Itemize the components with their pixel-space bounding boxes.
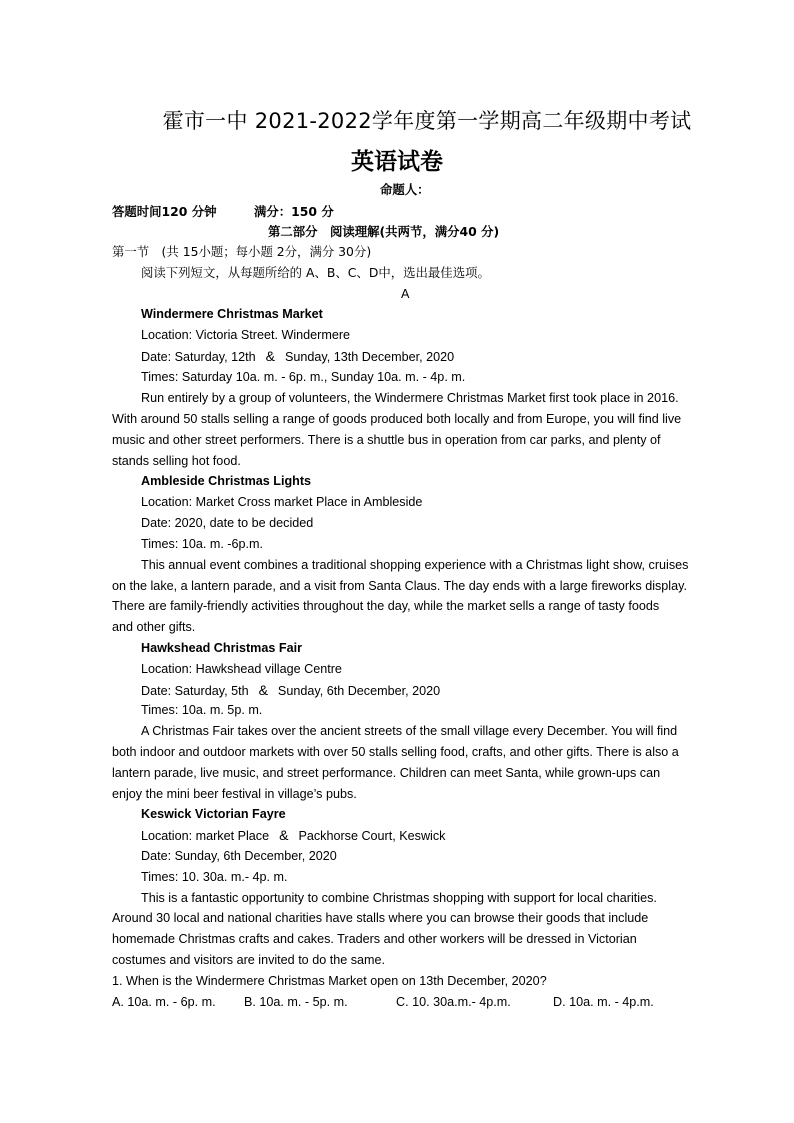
event-title: Keswick Victorian Fayre	[141, 807, 286, 821]
event-date-start: Date: Saturday, 5th	[141, 684, 249, 698]
setter-label: 命题人：	[380, 182, 430, 197]
full-score: 满分：150 分	[254, 204, 334, 219]
ampersand: &	[265, 348, 275, 364]
event-times: Times: 10a. m. -6p.m.	[141, 537, 264, 551]
exam-time: 答题时间120 分钟	[112, 204, 217, 219]
paragraph-line: There are family-friendly activities throughout the day, while the market sells a range of tasty foods	[112, 599, 660, 613]
event-location: Location: Victoria Street. Windermere	[141, 328, 351, 342]
event-title: Windermere Christmas Market	[141, 307, 323, 321]
paragraph-line: on the lake, a lantern parade, and a visit from Santa Claus. The day ends with a large fireworks display.	[112, 579, 687, 593]
paragraph-line: With around 50 stalls selling a range of goods produced both locally and from Europe, you will find live	[112, 412, 682, 426]
paragraph-line: This annual event combines a traditional shopping experience with a Christmas light show, cruises	[141, 558, 689, 572]
paragraph-line: music and other street performers. There is a shuttle bus in operation from car parks, and plenty of	[112, 433, 661, 447]
event-title: Hawkshead Christmas Fair	[141, 641, 302, 655]
event-location: Location: Hawkshead village Centre	[141, 662, 342, 676]
paragraph-line: costumes and visitors are invited to do the same.	[112, 953, 385, 967]
question-stem: 1. When is the Windermere Christmas Market open on 13th December, 2020?	[112, 974, 547, 988]
ampersand: &	[279, 827, 289, 843]
option-b: B. 10a. m. - 5p. m.	[244, 995, 348, 1009]
option-d: D. 10a. m. - 4p.m.	[553, 995, 654, 1009]
event-location	[141, 826, 445, 845]
event-times: Times: 10a. m. 5p. m.	[141, 703, 263, 717]
event-date	[141, 681, 440, 700]
paragraph-line: both indoor and outdoor markets with over 50 stalls selling food, crafts, and other gifts. There is also a	[112, 745, 679, 759]
instruction: 阅读下列短文，从每题所给的 A、B、C、D中，选出最佳选项。	[141, 265, 490, 280]
paragraph-line: lantern parade, live music, and street performance. Children can meet Santa, while grown-ups can	[112, 766, 661, 780]
event-date-end: Sunday, 6th December, 2020	[277, 684, 441, 698]
paragraph-line: A Christmas Fair takes over the ancient streets of the small village every December. You will find	[141, 724, 678, 738]
option-c: C. 10. 30a.m.- 4p.m.	[396, 995, 511, 1009]
event-date	[141, 347, 454, 366]
option-a: A. 10a. m. - 6p. m.	[112, 995, 216, 1009]
paragraph-line: Run entirely by a group of volunteers, the Windermere Christmas Market first took place in 2016.	[141, 391, 679, 405]
ampersand: &	[258, 682, 268, 698]
paragraph-line: Around 30 local and national charities have stalls where you can browse their goods that include	[112, 911, 649, 925]
exam-title: 霍市一中 2021-2022学年度第一学期高二年级期中考试	[162, 109, 692, 133]
event-title: Ambleside Christmas Lights	[141, 474, 312, 488]
event-location: Location: Market Cross market Place in Ambleside	[141, 495, 423, 509]
event-date-start: Date: Saturday, 12th	[141, 350, 256, 364]
event-date: Date: 2020, date to be decided	[141, 516, 314, 530]
section-heading: 第一节 (共 15小题；每小题 2分，满分 30分)	[112, 244, 372, 259]
paragraph-line: and other gifts.	[112, 620, 196, 634]
event-location-start: Location: market Place	[141, 829, 270, 843]
event-times: Times: 10. 30a. m.- 4p. m.	[141, 870, 288, 884]
paragraph-line: enjoy the mini beer festival in village’s pubs.	[112, 787, 357, 801]
event-date-end: Sunday, 13th December, 2020	[284, 350, 455, 364]
event-times: Times: Saturday 10a. m. - 6p. m., Sunday 10a. m. - 4p. m.	[141, 370, 466, 384]
event-location-end: Packhorse Court, Keswick	[298, 829, 446, 843]
paragraph-line: stands selling hot food.	[112, 454, 241, 468]
subject-title: 英语试卷	[351, 149, 443, 175]
event-date: Date: Sunday, 6th December, 2020	[141, 849, 337, 863]
passage-letter: A	[401, 287, 410, 301]
part-heading: 第二部分 阅读理解(共两节，满分40 分)	[268, 224, 500, 239]
paragraph-line: homemade Christmas crafts and cakes. Traders and other workers will be dressed in Victorian	[112, 932, 637, 946]
paragraph-line: This is a fantastic opportunity to combine Christmas shopping with support for local charities.	[141, 891, 657, 905]
